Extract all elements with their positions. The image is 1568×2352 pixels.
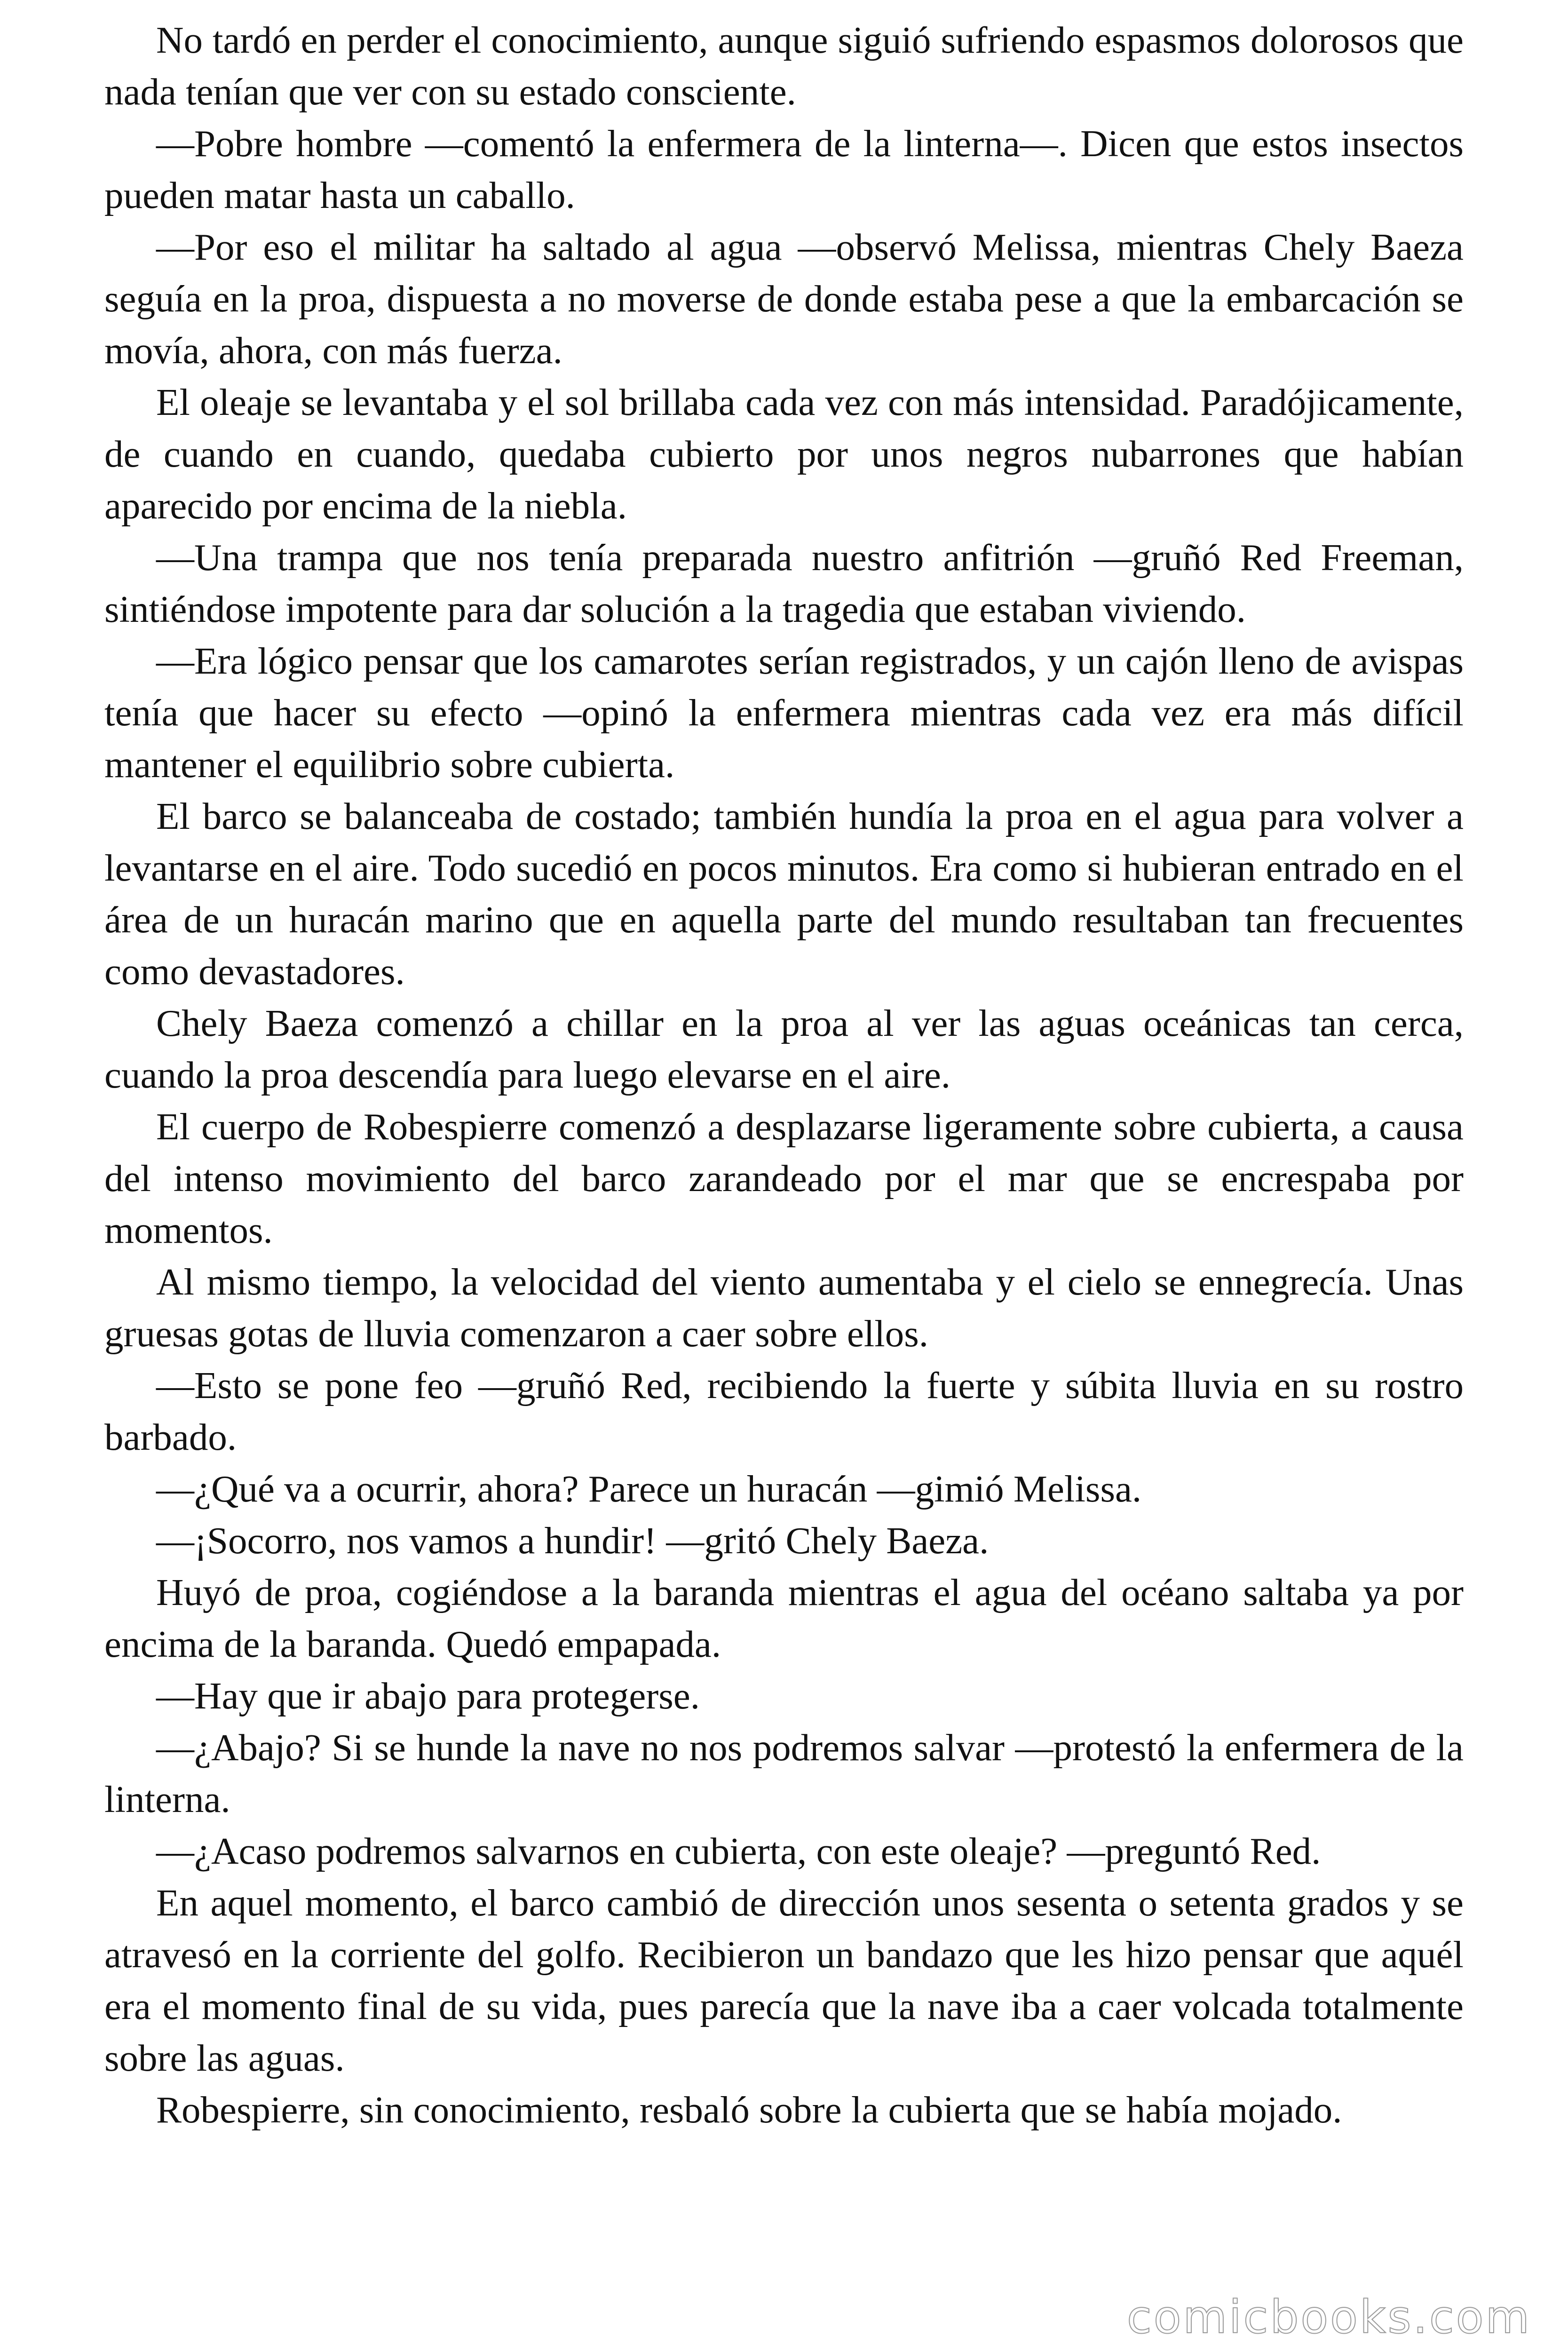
paragraph: —¡Socorro, nos vamos a hundir! —gritó Chely Baeza. (156, 1519, 989, 1562)
paragraph: —¿Qué va a ocurrir, ahora? Parece un huracán —gimió Melissa. (156, 1468, 1142, 1510)
paragraph: Chely Baeza comenzó a chillar en la proa al ver las aguas oceánicas tan cerca, cuando la proa descendía para luego elevarse en el aire. (104, 1002, 1464, 1096)
paragraph: —¿Acaso podremos salvarnos en cubierta, con este oleaje? —preguntó Red. (156, 1830, 1321, 1872)
paragraph: —Una trampa que nos tenía preparada nuestro anfitrión —gruñó Red Freeman, sintiéndose impotente para dar solución a la tragedia que estaban viviendo. (104, 536, 1464, 630)
paragraph: —Por eso el militar ha saltado al agua —observó Melissa, mientras Chely Baeza seguía en la proa, dispuesta a no moverse de donde estaba pese a que la embarcación se movía, ahora, con más fuerza. (104, 226, 1464, 372)
paragraph: —Era lógico pensar que los camarotes serían registrados, y un cajón lleno de avispas tenía que hacer su efecto —opinó la enfermera mientras cada vez era más difícil mantener el equilibrio sobre cubierta. (104, 640, 1464, 786)
paragraph: Robespierre, sin conocimiento, resbaló sobre la cubierta que se había mojado. (156, 2089, 1342, 2131)
paragraph: El cuerpo de Robespierre comenzó a desplazarse ligeramente sobre cubierta, a causa del intenso movimiento del barco zarandeado por el mar que se encrespaba por momentos. (104, 1105, 1464, 1251)
paragraph: El oleaje se levantaba y el sol brillaba cada vez con más intensidad. Paradójicamente, de cuando en cuando, quedaba cubierto por unos negros nubarrones que habían aparecido por encima de la niebla. (104, 381, 1464, 527)
paragraph: No tardó en perder el conocimiento, aunque siguió sufriendo espasmos dolorosos que nada tenían que ver con su estado consciente. (104, 19, 1464, 113)
paragraph: En aquel momento, el barco cambió de dirección unos sesenta o setenta grados y se atravesó en la corriente del golfo. Recibieron un bandazo que les hizo pensar que aquél era el momento final de su vida, pues parecía que la nave iba a caer volcada totalmente sobre las aguas. (104, 1882, 1464, 2079)
paragraph: Huyó de proa, cogiéndose a la baranda mientras el agua del océano saltaba ya por encima de la baranda. Quedó empapada. (104, 1571, 1464, 1665)
watermark: comicbooks.com (1126, 2291, 1531, 2344)
paragraph: —Hay que ir abajo para protegerse. (156, 1675, 700, 1717)
paragraph: —Pobre hombre —comentó la enfermera de la linterna—. Dicen que estos insectos pueden matar hasta un caballo. (104, 122, 1464, 216)
paragraph: Al mismo tiempo, la velocidad del viento aumentaba y el cielo se ennegrecía. Unas gruesas gotas de lluvia comenzaron a caer sobre ellos. (104, 1261, 1464, 1355)
paragraph: —Esto se pone feo —gruñó Red, recibiendo la fuerte y súbita lluvia en su rostro barbado. (104, 1364, 1464, 1458)
paragraph: El barco se balanceaba de costado; también hundía la proa en el agua para volver a levantarse en el aire. Todo sucedió en pocos minutos. Era como si hubieran entrado en el área de un huracán marino que en aquella parte del mundo resultaban tan frecuentes como devastadores. (104, 795, 1464, 993)
page-body (104, 14, 1464, 2136)
paragraph: —¿Abajo? Si se hunde la nave no nos podremos salvar —protestó la enfermera de la linterna. (104, 1726, 1464, 1820)
